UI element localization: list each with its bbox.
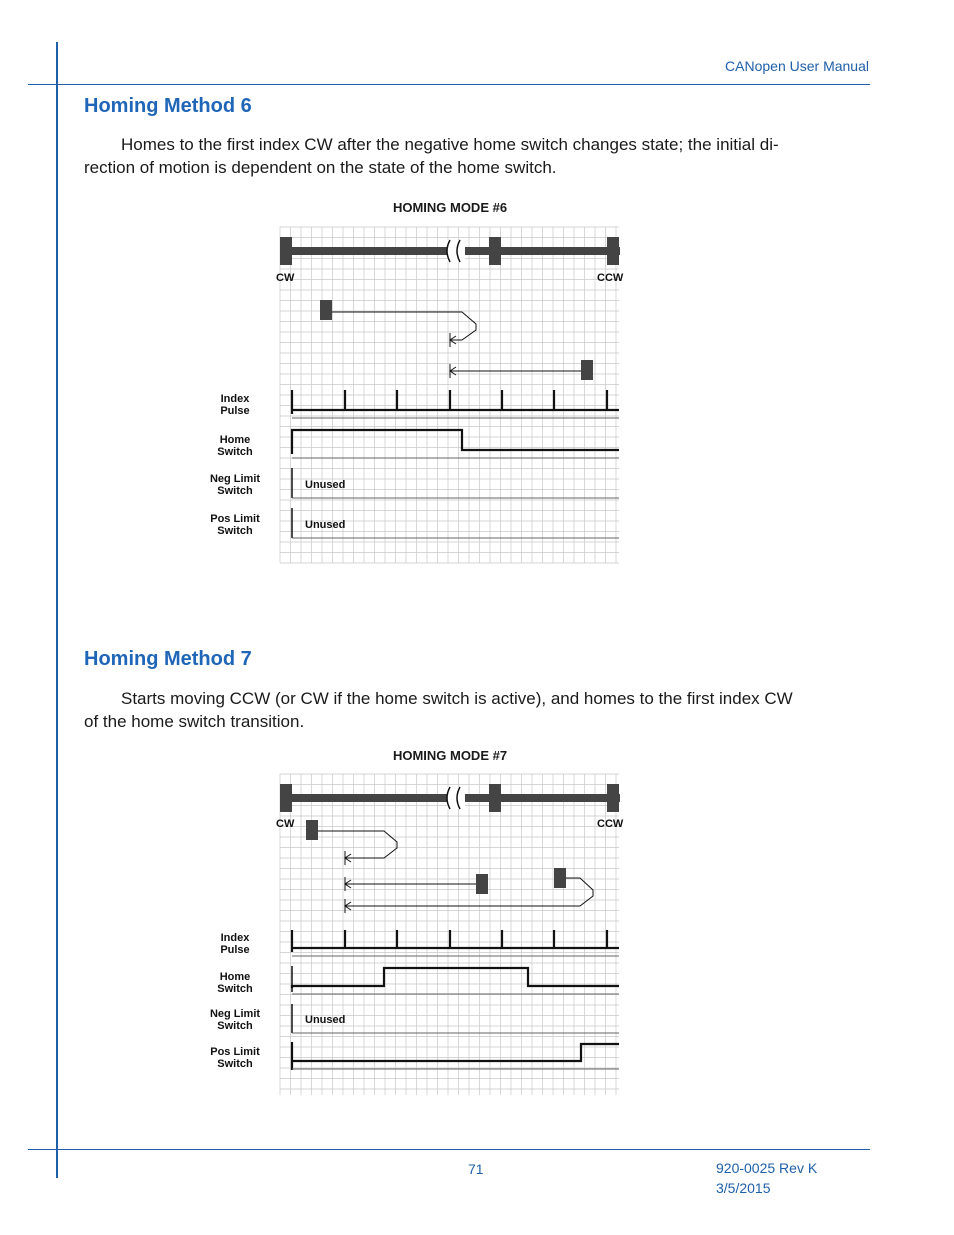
neg-limit-note: Unused: [305, 1014, 346, 1026]
figure-title-mode-6: HOMING MODE #6: [392, 200, 508, 215]
home-switch-block: [489, 237, 501, 265]
doc-revision-block: [716, 1158, 817, 1198]
signal-label-pos: Pos Limit: [210, 513, 260, 525]
figure-title-mode-7: HOMING MODE #7: [392, 748, 508, 763]
signal-label-neg-2: Switch: [217, 485, 253, 497]
start-position-block-3: [554, 868, 566, 888]
home-switch-trace: [292, 968, 619, 988]
figure-title-wrap: [200, 200, 700, 220]
signal-label-pos: Pos Limit: [210, 1046, 260, 1058]
start-position-block-2: [581, 360, 593, 380]
figure-title-wrap-2: [200, 748, 700, 768]
signal-label-index: Index: [220, 932, 250, 944]
axis-break: [447, 240, 465, 262]
index-pulse-trace: [292, 930, 619, 952]
ccw-label: CCW: [597, 272, 624, 284]
home-switch-trace: [292, 430, 619, 454]
neg-limit-note: Unused: [305, 479, 346, 491]
pos-limit-note: Unused: [305, 519, 346, 531]
cw-label: CW: [276, 272, 295, 284]
doc-revision: 920-0025 Rev K: [716, 1160, 818, 1176]
index-pulse-trace: [292, 390, 619, 414]
section-heading-method-7: Homing Method 7: [84, 648, 252, 670]
start-position-block: [320, 300, 332, 320]
left-margin-rule: [56, 42, 58, 1178]
signal-label-pos-2: Switch: [217, 1058, 253, 1070]
signal-label-home-2: Switch: [217, 983, 253, 995]
homing-mode-7-diagram: [200, 770, 630, 1100]
start-position-block-2: [476, 874, 488, 894]
section-heading-method-6: Homing Method 6: [84, 95, 252, 117]
header-rule: [28, 84, 870, 85]
cw-label: CW: [276, 818, 295, 830]
cw-end-block: [280, 784, 292, 812]
homing-mode-6-diagram: [200, 222, 630, 567]
page-number: 71: [468, 1161, 484, 1177]
signal-label-home: Home: [219, 434, 251, 446]
axis-break: [447, 787, 465, 809]
signal-label-index: Index: [220, 393, 250, 405]
doc-date: 3/5/2015: [716, 1180, 771, 1196]
section-body-method-7: Starts moving CCW (or CW if the home switch is active), and homes to the first index CW of the home switch transition.: [84, 689, 793, 731]
signal-label-index-2: Pulse: [220, 944, 250, 956]
home-switch-block: [489, 784, 501, 812]
ccw-end-block: [607, 237, 619, 265]
signal-label-index-2: Pulse: [220, 405, 250, 417]
footer-rule: [28, 1149, 870, 1150]
pos-limit-trace: [292, 1042, 619, 1070]
cw-end-block: [280, 237, 292, 265]
signal-label-neg-2: Switch: [217, 1020, 253, 1032]
ccw-label: CCW: [597, 818, 624, 830]
ccw-end-block: [607, 784, 619, 812]
section-body-method-6: Homes to the first index CW after the negative home switch changes state; the initial di- rection of motion is dependent on the state of the home switch.: [84, 135, 779, 177]
signal-label-pos-2: Switch: [217, 525, 253, 537]
signal-label-home-2: Switch: [217, 446, 253, 458]
signal-label-home: Home: [219, 971, 251, 983]
start-position-block: [306, 820, 318, 840]
manual-title: CANopen User Manual: [725, 58, 869, 74]
signal-label-neg: Neg Limit: [209, 473, 261, 485]
signal-label-neg: Neg Limit: [209, 1008, 261, 1020]
